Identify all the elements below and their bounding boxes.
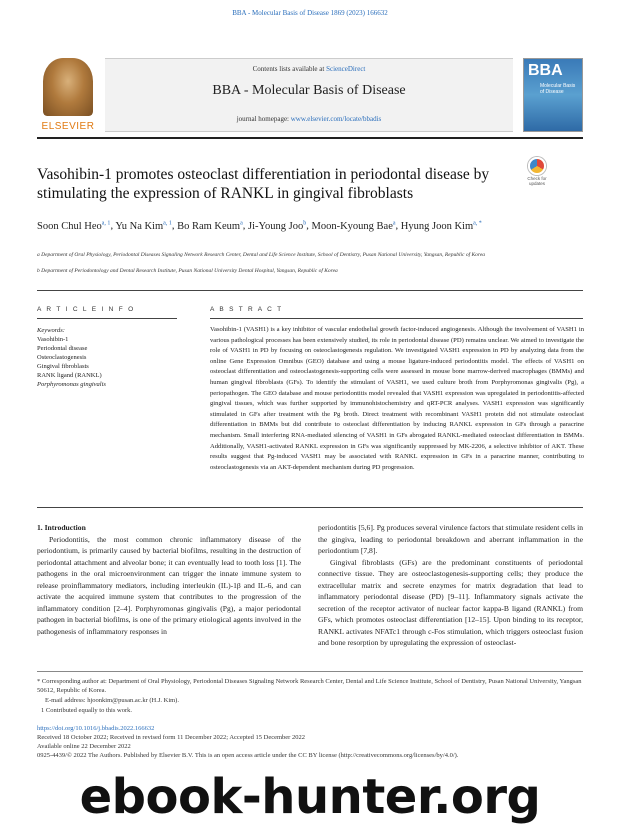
equal-contribution-note: 1 Contributed equally to this work. xyxy=(41,707,132,714)
article-title: Vasohibin-1 promotes osteoclast differentiation in periodontal disease by stimulating the expression of RANKL in gingival fibroblasts xyxy=(37,166,490,202)
received-dates: Received 18 October 2022; Received in revised form 11 December 2022; Accepted 15 December 2022 xyxy=(37,734,305,741)
license-line[interactable]: 0925-4439/© 2022 The Authors. Published by Elsevier B.V. This is an open access article under the CC BY license (http://creativecommons.org/licenses/by/4.0/). xyxy=(37,752,459,759)
journal-homepage-link[interactable]: www.elsevier.com/locate/bbadis xyxy=(290,115,382,123)
publisher-name: ELSEVIER xyxy=(41,121,95,132)
keyword: RANK ligand (RANKL) xyxy=(37,372,102,379)
intro-right-column xyxy=(318,522,583,649)
doi-link[interactable]: https://doi.org/10.1016/j.bbadis.2022.166632 xyxy=(37,725,155,732)
affiliation-b: b Department of Periodontology and Dental Research Institute, Pusan National University Dental Hospital, Yangsan, Republic of Korea xyxy=(37,268,338,274)
abstract-rule xyxy=(210,318,583,319)
keywords-heading: Keywords: xyxy=(37,327,65,334)
keywords-block xyxy=(37,326,177,389)
intro-paragraph: Periodontitis, the most common chronic inflammatory disease of the periodontium, is primarily caused by bacterial biofilms, resulting in the destruction of periodontal attachment and alveolar bone; it can eventually lead to tooth loss [1]. The pathogens in the oral microenvironment can trigger the innate immune system to release proinflammatory mediators, including interleukin (IL)-1β and IL-6, and can activate the acquired immune system that contributes to the progression of the inflammatory condition [2–4]. Porphyromonas gingivalis (Pg), a major periodontal pathogen in bacterial biofilms, is one of the primary etiological agents involved in the pathogenesis of inflammatory responses in xyxy=(37,534,301,636)
journal-name: BBA - Molecular Basis of Disease xyxy=(212,83,406,98)
affiliation-divider xyxy=(37,290,583,291)
abstract-heading: A B S T R A C T xyxy=(210,306,283,313)
article-info-rule xyxy=(37,318,177,319)
keyword: Osteoclastogenesis xyxy=(37,354,87,361)
cover-title: BBA xyxy=(528,62,563,79)
online-date: Available online 22 December 2022 xyxy=(37,743,131,750)
author-list: Soon Chul Heo$^{a, 1}$, Yu Na Kim$^{a, 1}$, Bo Ram Keum$^a$, Ji-Young Joo$^b$, Moon-Kyoung Bae$^a$, Hyung Joon Kim$^{a, *}$ xyxy=(37,220,482,232)
corresponding-author-note: * Corresponding author at: Department of Oral Physiology, Periodontal Diseases Signaling Network Research Center, Dental and Life Science Institute, School of Dentistry, Pusan National University, Yangsan 50612, Republic of Korea. xyxy=(37,678,582,694)
article-info-heading: A R T I C L E I N F O xyxy=(37,306,136,313)
cover-subtitle: Molecular Basis of Disease xyxy=(540,83,576,95)
journal-info-box xyxy=(105,58,513,132)
author[interactable]: Hyung Joon Kim$^{a, *}$ xyxy=(400,220,482,232)
keyword: Gingival fibroblasts xyxy=(37,363,89,370)
email-note[interactable]: E-mail address: hjoonkim@pusan.ac.kr (H.J. Kim). xyxy=(45,697,179,704)
homepage-line xyxy=(105,115,513,123)
elsevier-logo[interactable] xyxy=(37,58,99,132)
contents-prefix: Contents lists available at xyxy=(252,65,327,73)
check-for-updates-button[interactable] xyxy=(522,157,552,189)
keyword: Vasohibin-1 xyxy=(37,336,69,343)
elsevier-tree-icon xyxy=(43,58,93,116)
journal-reference[interactable]: BBA - Molecular Basis of Disease 1869 (2023) 166632 xyxy=(232,9,388,17)
intro-paragraph: Gingival fibroblasts (GFs) are the predominant constituents of periodontal connective tissue. They are osteoclastogenesis-supporting cells; they produce the extracellular matrix and secrete enzymes for matrix degradation that lead to inflammatory periodontal disease (PD) [9–11]. Inflammatory signals activate the secretion of the receptor activator of nuclear factor kappa-B ligand (RANKL) from GFs, which promotes osteoclast differentiation [12–15]. Upon binding to its receptor, RANKL activates NFATc1 through c-Fos stimulation, which triggers osteoclast fusion and bone resorption by upregulating the expression of osteoclast- xyxy=(318,557,583,647)
check-updates-label: Check for updates xyxy=(527,176,547,186)
header-divider xyxy=(37,137,583,139)
intro-left-column xyxy=(37,522,301,637)
author[interactable]: Soon Chul Heo$^{a, 1}$ xyxy=(37,220,111,232)
author[interactable]: Ji-Young Joo$^b$ xyxy=(248,220,307,232)
author[interactable]: Moon-Kyoung Bae$^a$ xyxy=(311,220,396,232)
author[interactable]: Bo Ram Keum$^a$ xyxy=(177,220,243,232)
keyword: Porphyromonas gingivalis xyxy=(37,381,106,388)
intro-paragraph: periodontitis [5,6]. Pg produces several virulence factors that stimulate resident cells in the gingiva, leading to periodontal breakdown and aberrant inflammation in the periodontium [7,8]. xyxy=(318,523,583,555)
sciencedirect-link[interactable]: ScienceDirect xyxy=(326,65,366,73)
journal-cover-image[interactable] xyxy=(523,58,583,132)
footnote-divider xyxy=(37,671,583,672)
check-updates-icon xyxy=(528,157,546,175)
homepage-prefix: journal homepage: xyxy=(236,115,291,123)
introduction-heading: 1. Introduction xyxy=(37,523,86,532)
abstract-text: Vasohibin-1 (VASH1) is a key inhibitor of vascular endothelial growth factor-induced angiogenesis. Although the involvement of VASH1 in various pathological processes has been extensively studied, its role in periodontal disease (PD) remains unclear. We aimed to investigate the role of VASH1 in PD by focusing on osteoclastogenesis regulation. We investigated VASH1 expression in PD by analyzing data from the online Gene Expression Omnibus (GEO) database and using a mouse ligature-induced periodontitis model. The effects of VASH1 on osteoclast differentiation and osteoclastogenesis-supporting cells were assessed in mouse bone marrow-derived macrophages (BMMs) and human gingival fibroblasts (GFs). To identify the stimulant of VASH1, we used culture broth from Porphyromonas gingivalis (Pg), a periopathogen. The GEO database and mouse periodontitis model revealed that VASH1 expression was upregulated in periodontitis-affected gingival tissues, which was further supported by immunohistochemistry and qRT-PCR analyses. VASH1 expression was significantly stimulated in GFs after treatment with the Pg broth. Direct treatment with recombinant VASH1 protein did not stimulate osteoclast differentiation in BMMs but did contribute to osteoclast differentiation by inducing RANKL expression in GFs through a paracrine mechanism. Small interfering RNA-mediated silencing of VASH1 in GFs abrogated RANKL-mediated osteoclast differentiation in BMMs. Additionally, VASH1-activated RANKL expression in GFs was significantly suppressed by MK-2206, a selective inhibitor of AKT. These results suggest that Pg-induced VASH1 may be associated with RANKL expression in GFs in a paracrine manner, contributing to osteoclastogenesis via an AKT-dependent mechanism during PD progression. xyxy=(210,326,584,471)
journal-header xyxy=(37,58,583,132)
article-metadata xyxy=(37,724,583,760)
watermark: ebook-hunter.org xyxy=(79,769,541,825)
abstract-bottom-rule xyxy=(37,507,583,508)
keyword: Periodontal disease xyxy=(37,345,88,352)
affiliation-a: a Department of Oral Physiology, Periodontal Diseases Signaling Network Research Center, Dental and Life Science Institute, School of Dentistry, Pusan National University, Yangsan, Republic of Korea xyxy=(37,252,486,258)
author[interactable]: Yu Na Kim$^{a, 1}$ xyxy=(115,220,172,232)
contents-line xyxy=(105,65,513,73)
footnotes xyxy=(37,677,583,716)
